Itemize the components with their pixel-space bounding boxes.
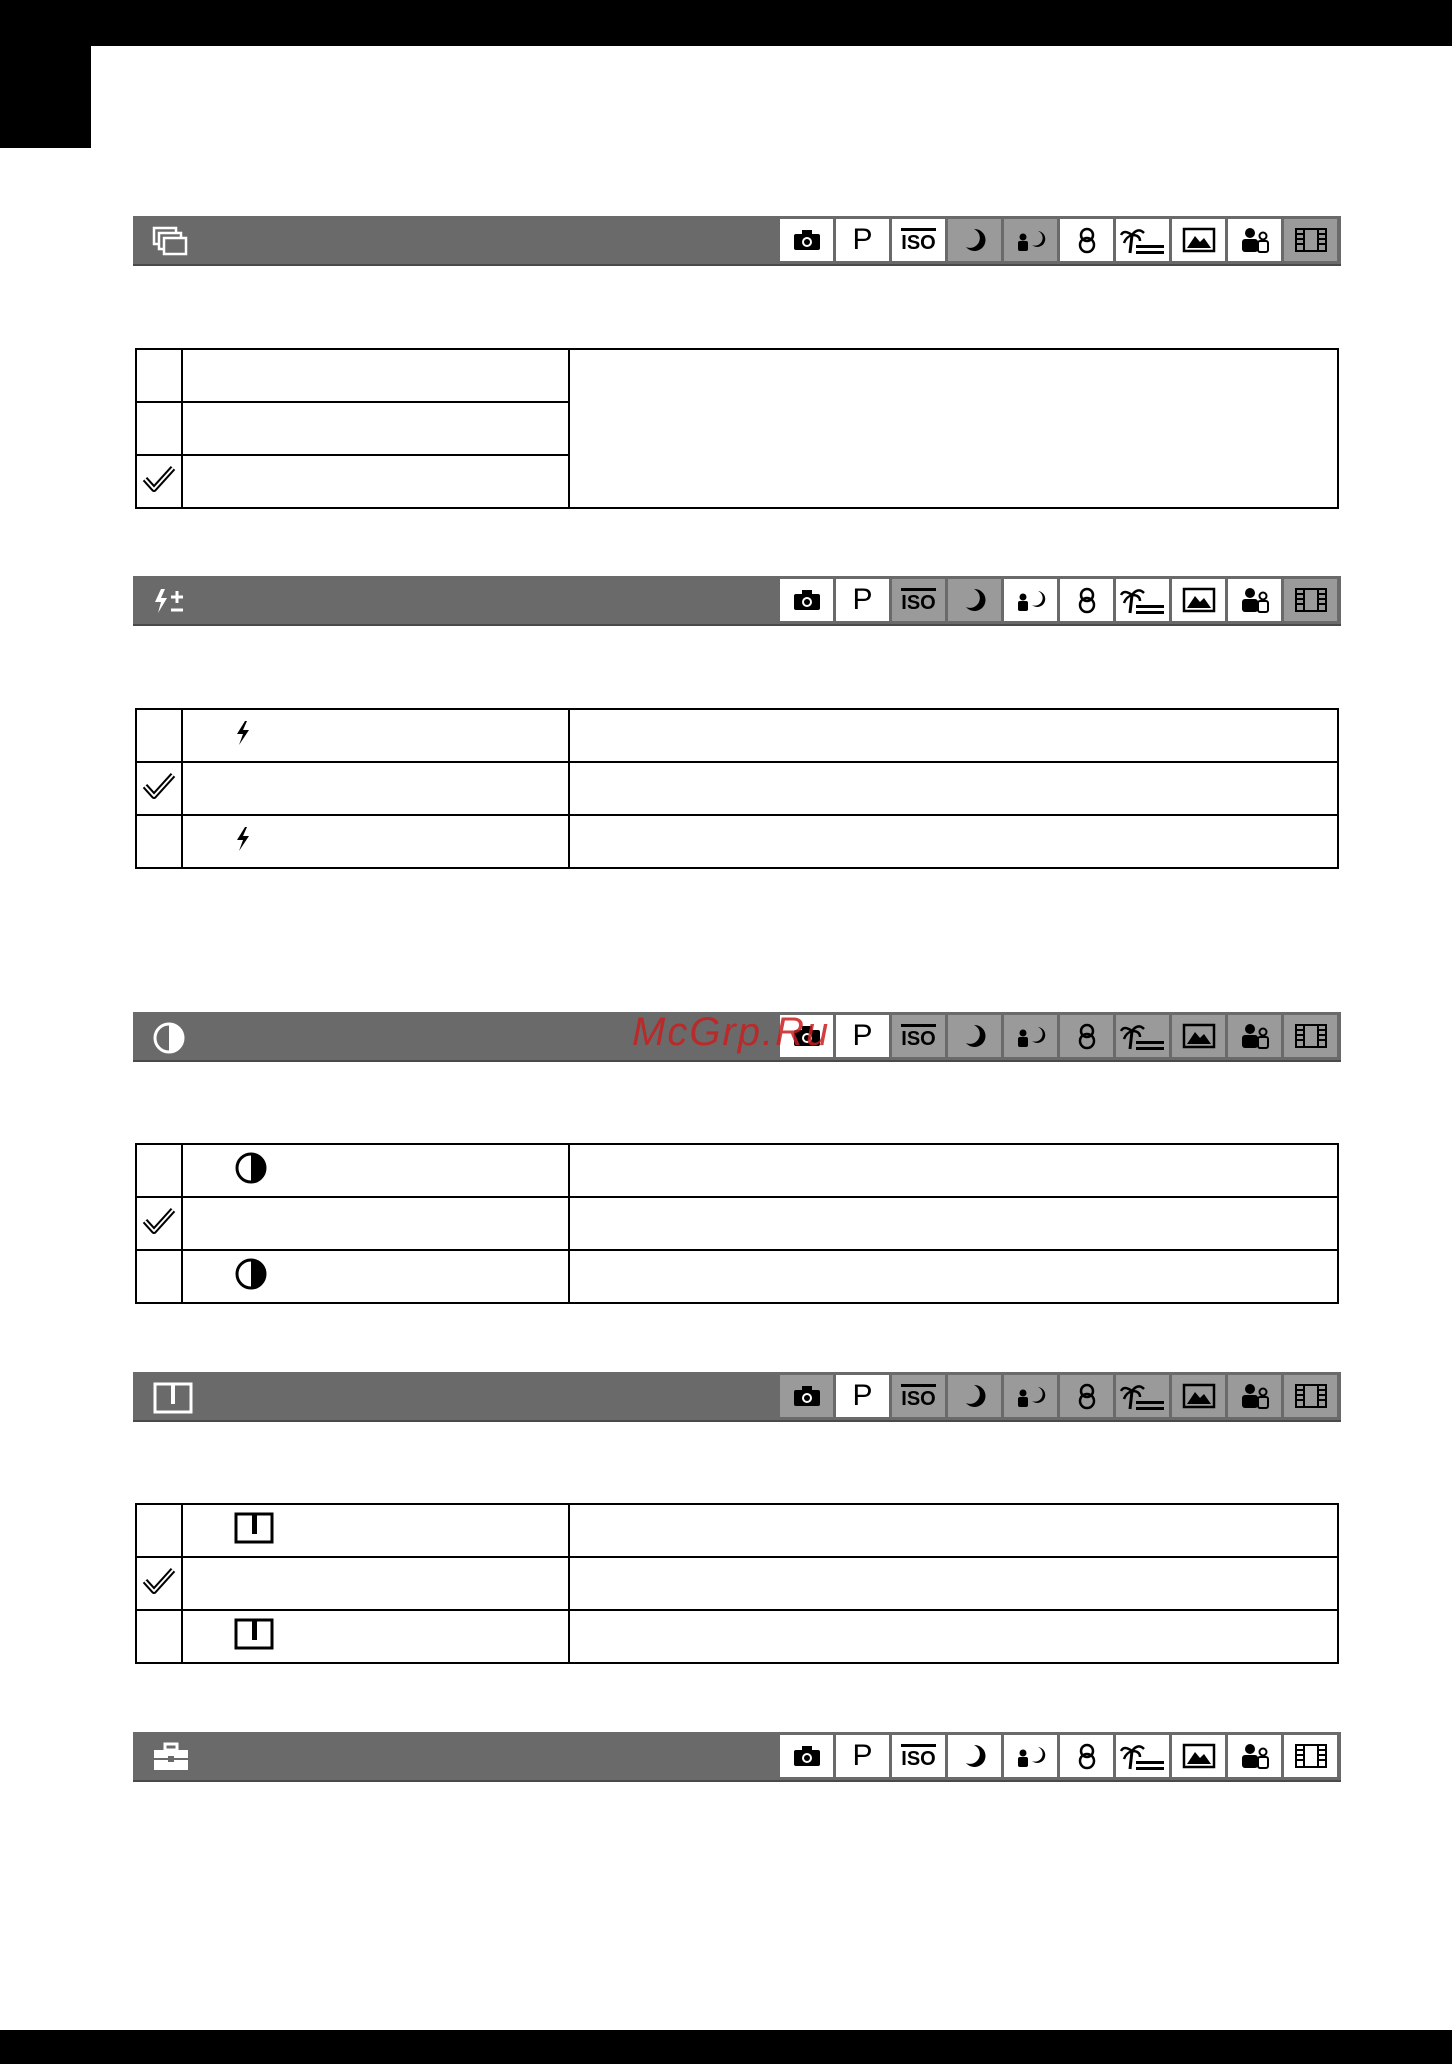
portrait-icon <box>1228 1015 1281 1057</box>
flash-plus-icon <box>233 719 253 752</box>
landscape-icon <box>1172 219 1225 261</box>
option-description-cell <box>569 709 1338 762</box>
twilight-portrait-icon <box>1004 1735 1057 1777</box>
table-row <box>136 1250 1338 1303</box>
iso-icon <box>892 1735 945 1777</box>
option-label-cell <box>182 349 569 402</box>
default-marker-cell <box>136 1610 182 1663</box>
movie-icon <box>1284 579 1337 621</box>
beach-icon <box>1116 579 1169 621</box>
check-icon <box>142 788 176 805</box>
program-icon <box>836 219 889 261</box>
section-header-sharpness <box>133 1372 1341 1422</box>
section-header-setup <box>133 1732 1341 1782</box>
table-row <box>136 762 1338 815</box>
iso-label: ISO <box>901 228 935 253</box>
table-row <box>136 1144 1338 1197</box>
twilight-portrait-icon <box>1004 219 1057 261</box>
iso-icon <box>892 1375 945 1417</box>
check-icon <box>142 1223 176 1240</box>
flash-minus-icon <box>233 825 253 858</box>
program-icon <box>836 1015 889 1057</box>
option-description-cell <box>569 1557 1338 1610</box>
movie-icon <box>1284 1015 1337 1057</box>
camera-icon <box>780 579 833 621</box>
beach-icon <box>1116 1375 1169 1417</box>
option-description-cell <box>569 815 1338 868</box>
contrast-plus-icon <box>233 1151 269 1190</box>
options-table-contrast <box>135 1143 1339 1304</box>
mode-availability-strip <box>777 579 1337 623</box>
option-label-cell <box>182 1144 569 1197</box>
table-row <box>136 1557 1338 1610</box>
landscape-icon <box>1172 1375 1225 1417</box>
option-description-cell <box>569 1610 1338 1663</box>
options-table-burst <box>135 348 1339 509</box>
option-label-cell <box>182 1197 569 1250</box>
iso-icon <box>892 579 945 621</box>
twilight-icon <box>948 1735 1001 1777</box>
landscape-icon <box>1172 1015 1225 1057</box>
table-row <box>136 1197 1338 1250</box>
default-marker-cell <box>136 402 182 455</box>
iso-icon <box>892 219 945 261</box>
iso-label: ISO <box>901 1024 935 1049</box>
option-label-cell <box>182 1250 569 1303</box>
landscape-icon <box>1172 1735 1225 1777</box>
twilight-icon <box>948 579 1001 621</box>
section-header-flash-level <box>133 576 1341 626</box>
mode-availability-strip <box>777 1375 1337 1419</box>
program-label: P <box>852 223 873 256</box>
beach-icon <box>1116 1015 1169 1057</box>
watermark: McGrp.Ru <box>632 1010 831 1054</box>
camera-icon <box>780 1735 833 1777</box>
contrast-icon <box>151 1021 191 1053</box>
soft-snap-icon <box>1060 1015 1113 1057</box>
option-description-cell <box>569 1197 1338 1250</box>
mode-availability-strip <box>777 1735 1337 1779</box>
twilight-icon <box>948 1015 1001 1057</box>
contrast-minus-icon <box>233 1257 269 1296</box>
portrait-icon <box>1228 579 1281 621</box>
table-row <box>136 1610 1338 1663</box>
option-label-cell <box>182 455 569 508</box>
twilight-icon <box>948 219 1001 261</box>
option-label-cell <box>182 709 569 762</box>
twilight-icon <box>948 1375 1001 1417</box>
option-description-cell <box>569 1144 1338 1197</box>
table-row <box>136 349 1338 402</box>
movie-icon <box>1284 1735 1337 1777</box>
twilight-portrait-icon <box>1004 579 1057 621</box>
default-marker-cell <box>136 709 182 762</box>
table-row <box>136 709 1338 762</box>
default-marker-cell <box>136 1504 182 1557</box>
program-label: P <box>852 1739 873 1772</box>
option-description-cell <box>569 349 1338 508</box>
option-label-cell <box>182 762 569 815</box>
beach-icon <box>1116 219 1169 261</box>
sharpness-icon <box>151 1381 191 1413</box>
option-description-cell <box>569 1504 1338 1557</box>
iso-label: ISO <box>901 588 935 613</box>
option-label-cell <box>182 1610 569 1663</box>
iso-icon <box>892 1015 945 1057</box>
default-marker-cell <box>136 1557 182 1610</box>
portrait-icon <box>1228 219 1281 261</box>
soft-snap-icon <box>1060 579 1113 621</box>
mode-availability-strip <box>777 1015 1337 1059</box>
option-description-cell <box>569 762 1338 815</box>
soft-snap-icon <box>1060 219 1113 261</box>
portrait-icon <box>1228 1735 1281 1777</box>
options-table-flash-level <box>135 708 1339 869</box>
program-icon <box>836 579 889 621</box>
default-marker-cell <box>136 349 182 402</box>
soft-snap-icon <box>1060 1375 1113 1417</box>
default-marker-cell <box>136 815 182 868</box>
check-icon <box>142 481 176 498</box>
default-marker-cell <box>136 762 182 815</box>
program-label: P <box>852 1379 873 1412</box>
default-marker-cell <box>136 455 182 508</box>
beach-icon <box>1116 1735 1169 1777</box>
section-header-burst <box>133 216 1341 266</box>
chapter-tab <box>0 0 91 148</box>
table-row <box>136 815 1338 868</box>
landscape-icon <box>1172 579 1225 621</box>
option-label-cell <box>182 402 569 455</box>
program-label: P <box>852 583 873 616</box>
program-icon <box>836 1735 889 1777</box>
top-black-band <box>0 0 1452 46</box>
options-table-sharpness <box>135 1503 1339 1664</box>
soft-snap-icon <box>1060 1735 1113 1777</box>
program-label: P <box>852 1019 873 1052</box>
mode-availability-strip <box>777 219 1337 263</box>
movie-icon <box>1284 219 1337 261</box>
option-description-cell <box>569 1250 1338 1303</box>
table-row <box>136 1504 1338 1557</box>
iso-label: ISO <box>901 1384 935 1409</box>
program-icon <box>836 1375 889 1417</box>
sharpness-plus-icon <box>233 1511 275 1550</box>
setup-icon <box>151 1741 191 1773</box>
twilight-portrait-icon <box>1004 1375 1057 1417</box>
check-icon <box>142 1583 176 1600</box>
default-marker-cell <box>136 1144 182 1197</box>
default-marker-cell <box>136 1197 182 1250</box>
option-label-cell <box>182 1557 569 1610</box>
default-marker-cell <box>136 1250 182 1303</box>
camera-icon <box>780 1375 833 1417</box>
camera-icon <box>780 219 833 261</box>
option-label-cell <box>182 815 569 868</box>
twilight-portrait-icon <box>1004 1015 1057 1057</box>
bottom-black-band <box>0 2030 1452 2064</box>
burst-icon <box>151 225 191 257</box>
movie-icon <box>1284 1375 1337 1417</box>
iso-label: ISO <box>901 1744 935 1769</box>
flash-level-icon <box>151 585 191 617</box>
sharpness-minus-icon <box>233 1617 275 1656</box>
option-label-cell <box>182 1504 569 1557</box>
portrait-icon <box>1228 1375 1281 1417</box>
